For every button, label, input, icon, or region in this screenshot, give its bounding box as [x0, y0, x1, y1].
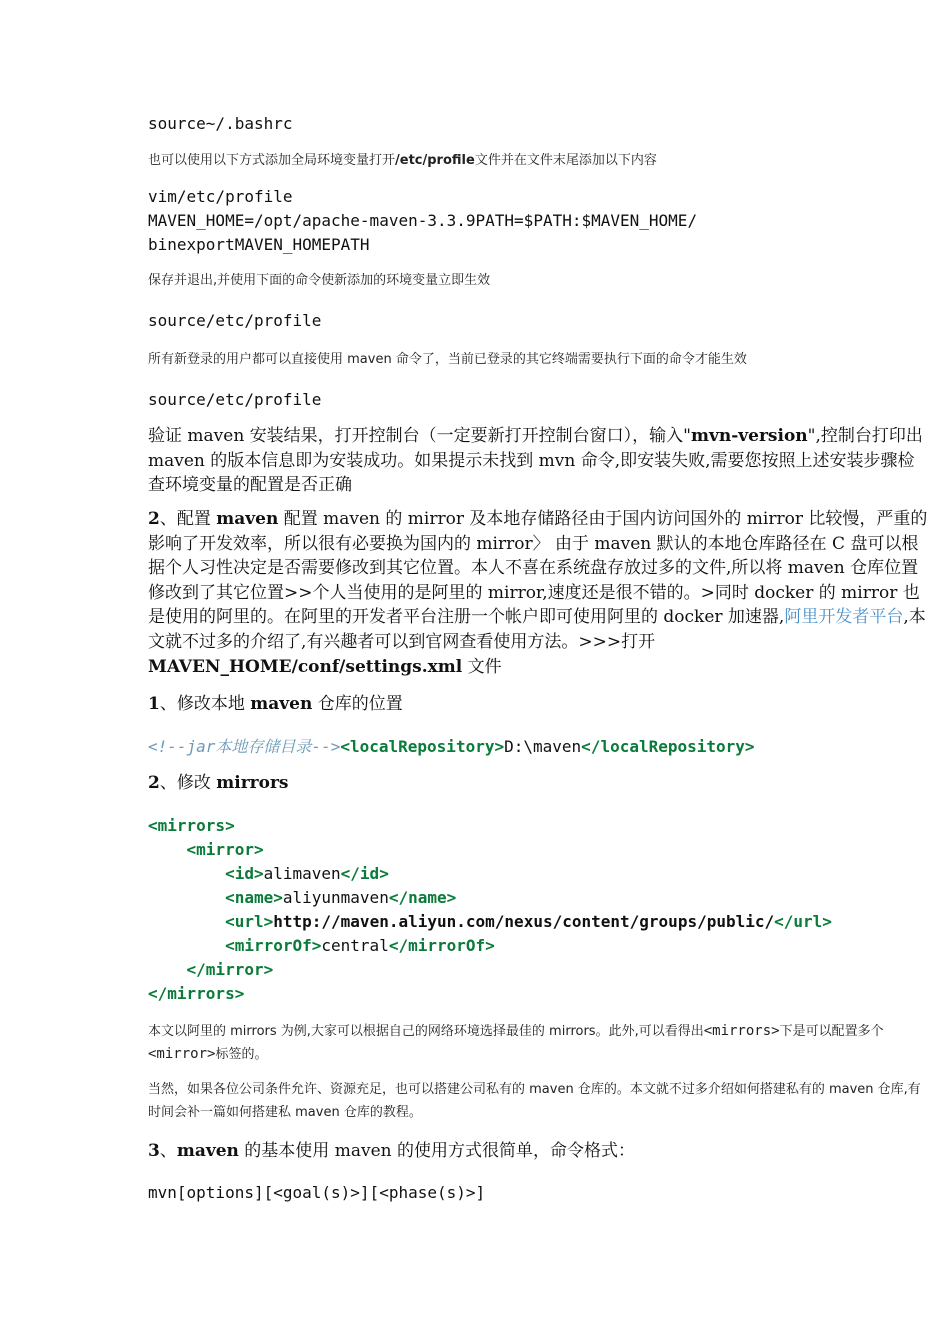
text-span: ",控制台打印出 maven 的版本信息即为安装成功。如果提示未找到 mvn 命令,即安装失败,需要您按照上述安装步骤检查环境变量的配置是否正确 [148, 426, 923, 496]
bold-command: mvn-version [691, 426, 808, 446]
xml-line [148, 982, 930, 1006]
aliyun-developer-link[interactable]: 阿里开发者平台 [784, 607, 904, 628]
xml-tag: <name> [225, 888, 283, 907]
text-span: 、 [159, 1141, 177, 1161]
xml-line [148, 862, 930, 886]
xml-tag: </mirrorOf> [388, 936, 495, 955]
note-mirrors [148, 1020, 930, 1066]
bold-keyword: maven [176, 1141, 239, 1161]
note-global-env [148, 149, 930, 172]
heading-step-2 [148, 771, 930, 796]
xml-tag: <url> [225, 912, 274, 931]
inline-code: <mirror> [148, 1046, 216, 1062]
xml-value: aliyunmaven [282, 888, 389, 907]
bold-path: /etc/profile [395, 153, 475, 168]
code-source-profile-1 [148, 309, 930, 333]
text-span: 本文以阿里的 mirrors 为例,大家可以根据自己的网络环境选择最佳的 mirrors。此外,可以看得出 [148, 1024, 704, 1039]
text-span: 、修改 [159, 773, 217, 793]
code-mirrors-xml [148, 814, 930, 1006]
code-vim-profile [148, 185, 930, 257]
code-line: mvn[options][<goal(s)>][<phase(s)>] [148, 1183, 486, 1202]
xml-line [148, 934, 930, 958]
code-line: source~/.bashrc [148, 114, 293, 133]
xml-tag: </mirror> [186, 960, 274, 979]
note-terminals [148, 348, 930, 371]
step-number: 1 [148, 694, 160, 714]
step-number: 2 [148, 773, 160, 793]
text-span: 标签的。 [215, 1047, 268, 1062]
xml-tag: </localRepository> [581, 737, 755, 756]
text-span: 的基本使用 maven 的使用方式很简单，命令格式： [238, 1141, 635, 1161]
bold-keyword: mirrors [216, 773, 289, 793]
xml-tag: </mirrors> [148, 984, 245, 1003]
section-number: 3 [148, 1141, 160, 1161]
text-span: 文件并在文件末尾添加以下内容 [474, 153, 657, 168]
code-local-repository [148, 735, 930, 759]
xml-tag: <id> [225, 864, 264, 883]
code-line: source/etc/profile [148, 390, 322, 409]
xml-line [148, 958, 930, 982]
text-span: 验证 maven 安装结果，打开控制台（一定要新打开控制台窗口），输入" [148, 426, 691, 446]
text-span: 所有新登录的用户都可以直接使用 maven 命令了，当前已登录的其它终端需要执行下面的命令才能生效 [148, 352, 747, 367]
xml-url-value: http://maven.aliyun.com/nexus/content/groups/public/ [273, 912, 775, 931]
xml-tag: </url> [774, 912, 832, 931]
section-number: 2 [148, 509, 160, 529]
text-span: 文件 [462, 656, 502, 677]
text-span: ,本文就不过多的介绍了,有兴趣者可以到官网查看使用方法。>>>打开 [148, 607, 926, 652]
text-span: 、修改本地 [159, 694, 251, 714]
text-span: 配置 maven 的 mirror 及本地存储路径由于国内访问国外的 mirror 比较慢，严重的影响了开发效率，所以很有必要换为国内的 mirror〉 由于 maven 默认的本地仓库路径在 C 盘可以根据个人习性决定是否需要修改到其它位置。本人不喜在系统盘存放过多的文件,所以将 maven 仓库位置修改到了其它位置>>个人当使用的是阿里的 mirror,速度还是很不错的。>同时 docker 的 mirror 也是使用的阿里的。在阿里的开发者平台注册一个帐户即可使用阿里的 docker 加速器, [148, 509, 928, 628]
note-private-repo [148, 1078, 930, 1124]
code-line: MAVEN_HOME=/opt/apache-maven-3.3.9PATH=$PATH:$MAVEN_HOME/ [148, 211, 698, 230]
code-line: binexportMAVEN_HOMEPATH [148, 235, 370, 254]
note-save-exit [148, 269, 930, 292]
paragraph-section-2 [148, 507, 930, 679]
code-mvn-command [148, 1181, 930, 1205]
xml-line [148, 838, 930, 862]
xml-tag: <mirror> [186, 840, 264, 859]
xml-tag: <localRepository> [340, 737, 505, 756]
xml-tag: </name> [388, 888, 457, 907]
bold-keyword: maven [216, 509, 279, 529]
xml-line [148, 814, 930, 838]
paragraph-verify [148, 424, 930, 498]
code-line: source/etc/profile [148, 311, 322, 330]
code-source-bashrc [148, 112, 930, 136]
text-span: 当然，如果各位公司条件允许、资源充足，也可以搭建公司私有的 maven 仓库的。本文就不过多介绍如何搭建私有的 maven 仓库,有时间会补一篇如何搭建私 maven 仓库的教程。 [148, 1082, 921, 1120]
inline-code: <mirrors> [703, 1023, 780, 1039]
xml-tag: <mirrorOf> [225, 936, 322, 955]
code-source-profile-2 [148, 388, 930, 412]
xml-line [148, 886, 930, 910]
xml-value: alimaven [263, 864, 341, 883]
xml-value: central [321, 936, 389, 955]
heading-step-1 [148, 692, 930, 717]
xml-line [148, 910, 930, 934]
xml-tag: <mirrors> [148, 816, 235, 835]
xml-value: D:\maven [504, 737, 582, 756]
bold-keyword: maven [250, 694, 313, 714]
text-span: 保存并退出,并使用下面的命令使新添加的环境变量立即生效 [148, 273, 491, 288]
code-line: vim/etc/profile [148, 187, 293, 206]
text-span: 、配置 [159, 509, 217, 529]
text-span: 仓库的位置 [312, 694, 403, 714]
text-span: 也可以使用以下方式添加全局环境变量打开 [148, 153, 396, 168]
bold-path: MAVEN_HOME/conf/settings.xml [148, 656, 463, 677]
text-span: 下是可以配置多个 [779, 1024, 884, 1039]
xml-tag: </id> [340, 864, 389, 883]
xml-comment: <!--jar本地存储目录--> [148, 737, 341, 756]
heading-section-3 [148, 1139, 930, 1164]
